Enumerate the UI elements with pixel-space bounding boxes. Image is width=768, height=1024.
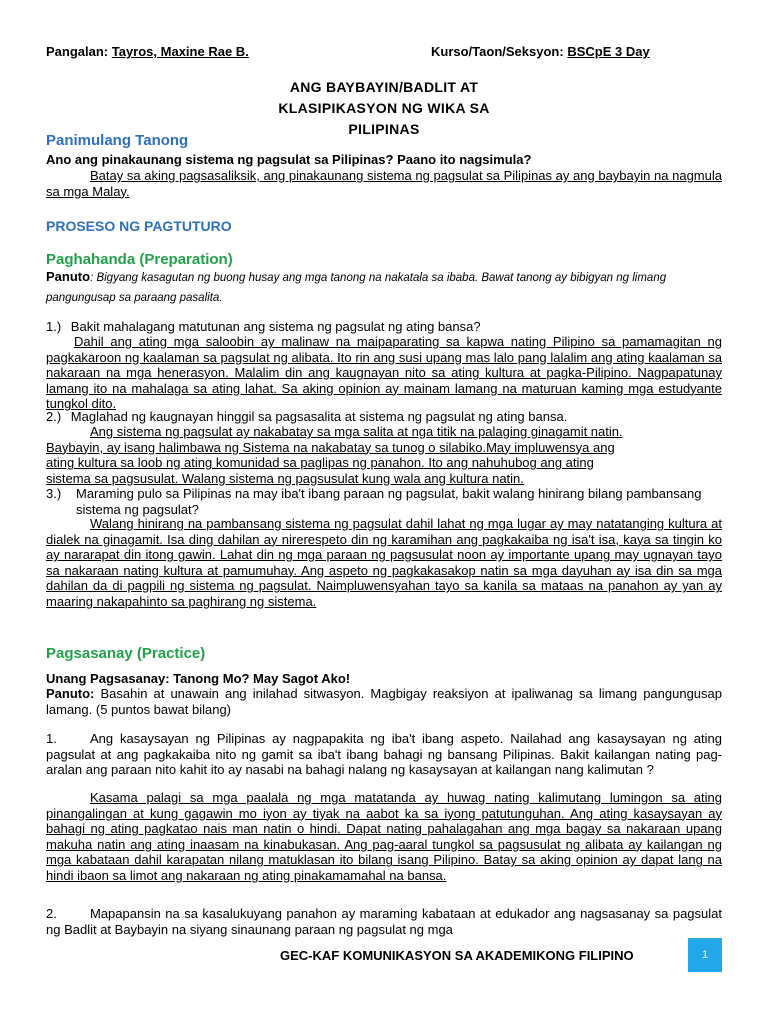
prep-q-text-2: Maglahad ng kaugnayan hinggil sa pagsasalita at sistema ng pagsulat ng ating bansa. bbox=[70, 409, 568, 424]
pagsasanay-panuto-text: Basahin at unawain ang inilahad sitwasyon. Magbigay reaksiyon at ipaliwanag sa limang pangungusap lamang. (5 puntos bawat bilang) bbox=[46, 686, 722, 717]
prep-q-text-3: Maraming pulo sa Pilipinas na may iba't ibang paraan ng pagsulat, bakit walang hinirang bilang pambansang sistema ng pagsulat? bbox=[76, 486, 702, 517]
practice-question-1 bbox=[46, 731, 722, 778]
practice-num-2: 2. bbox=[46, 906, 57, 921]
title-line-3: PILIPINAS bbox=[348, 121, 420, 137]
course-value: BSCpE 3 Day bbox=[567, 44, 650, 59]
prep-answer-2-line-3: ating kultura sa loob ng ating komunidad sa paglipas ng panahon. Ito ang nahuhubog ang ating bbox=[46, 455, 594, 471]
practice-answer-1: Kasama palagi sa mga paalala ng mga matatanda ay huwag nating kalimutang lumingon sa ating pinangalingan at kung gagawin mo iyon ay tiyak na aabot ka sa iyong patutunguhan. Ang ating kasaysayan ay bahagi ng ating pagkatao nais man natin o hindi. Dapat nating pahalagahan ang mga bagay sa nakaraan upang makuha natin ang ating inaasam na kinabukasan. Ang pag-aaral tungkol sa pagsusulat ng alibata ay kailangan ng mga kabataan dahil karapatan nilang matuklasan ito bilang isang Pilipino. Batay sa aking opinion ay dapat lang na hindi ibaon sa limot ang nakaraan ng ating pinakamamahal na bansa. bbox=[46, 790, 722, 883]
panimula-answer: Batay sa aking pagsasaliksik, ang pinakaunang sistema ng pagsulat sa Pilipinas ay ang baybayin na nagmula sa mga Malay. bbox=[46, 168, 722, 199]
prep-answer-2-line-1: Ang sistema ng pagsulat ay nakabatay sa mga salita at nga titik na palaging ginagamit natin. bbox=[90, 424, 623, 439]
proseso-heading: PROSESO NG PAGTUTURO bbox=[46, 218, 232, 234]
prep-question-1 bbox=[46, 319, 722, 335]
course-row bbox=[431, 44, 650, 59]
prep-answer-2-line-4: sistema sa pagsusulat. Walang sistema ng pagsusulat kung wala ang kultura natin. bbox=[46, 470, 524, 486]
prep-num-1: 1.) bbox=[46, 319, 62, 334]
prep-answer-1: Dahil ang ating mga saloobin ay malinaw na maipaparating sa kapwa nating Pilipino sa pamamagitan ng pagkakaroon ng kaalaman sa pagsulat ng alibata. Ito rin ang susi upang mas lalo pang lalalim ang ating kaalaman sa nakaraan na mga henerasyon. Malalim din ang kaugnayan nito sa ating kultura at pagka-Pilipino. Nagpapatunay lamang ito na mahalaga sa ating lahat. Sa aking opinion ay mainam lamang na maturuan kaming mga estudyante tungkol dito. bbox=[46, 334, 722, 412]
page-number: 1 bbox=[688, 938, 722, 972]
pagsasanay-panuto-label: Panuto: bbox=[46, 686, 95, 701]
paghahanda-panuto-label: Panuto bbox=[46, 269, 91, 284]
prep-num-2: 2.) bbox=[46, 409, 62, 424]
pagsasanay-panuto bbox=[46, 686, 722, 717]
practice-question-2 bbox=[46, 906, 722, 937]
paghahanda-panuto-text: : Bigyang kasagutan ng buong husay ang mga tanong na nakatala sa ibaba. Bawat tanong ay bibigyan ng limang pangungusap sa paraang pasalita. bbox=[46, 272, 667, 304]
document-title bbox=[0, 77, 768, 140]
paghahanda-panuto bbox=[46, 267, 686, 308]
name-value: Tayros, Maxine Rae B. bbox=[111, 44, 249, 59]
course-label: Kurso/Taon/Seksyon: bbox=[431, 44, 564, 59]
prep-answer-2-line-2: Baybayin, ay isang halimbawa ng Sistema na nakabatay sa tunog o silabiko.May impluwensya ang bbox=[46, 439, 615, 455]
pagsasanay-heading: Pagsasanay (Practice) bbox=[46, 645, 206, 662]
name-label: Pangalan: bbox=[46, 44, 109, 59]
practice-q-text-2: Mapapansin na sa kasalukuyang panahon ay maraming kabataan at edukador ang nagsasanay sa pagsulat ng Badlit at Baybayin na siyang sinaunang paraan ng pagsulat ng mga bbox=[46, 906, 722, 937]
pagsasanay-subheading: Unang Pagsasanay: Tanong Mo? May Sagot Ako! bbox=[46, 671, 351, 686]
panimula-heading: Panimulang Tanong bbox=[46, 132, 189, 149]
title-line-1: ANG BAYBAYIN/BADLIT AT bbox=[289, 79, 479, 95]
prep-q-text-1: Bakit mahalagang matutunan ang sistema ng pagsulat ng ating bansa? bbox=[70, 319, 481, 334]
prep-question-2 bbox=[46, 409, 722, 425]
prep-question-3 bbox=[46, 486, 722, 517]
panimula-question: Ano ang pinakaunang sistema ng pagsulat sa Pilipinas? Paano ito nagsimula? bbox=[46, 152, 532, 167]
name-row bbox=[46, 44, 249, 59]
footer-course: GEC-KAF KOMUNIKASYON SA AKADEMIKONG FILIPINO bbox=[280, 948, 634, 963]
paghahanda-heading: Paghahanda (Preparation) bbox=[46, 251, 233, 268]
prep-num-3: 3.) bbox=[46, 486, 62, 501]
title-line-2: KLASIPIKASYON NG WIKA SA bbox=[278, 100, 490, 116]
practice-num-1: 1. bbox=[46, 731, 57, 746]
prep-answer-3: Walang hinirang na pambansang sistema ng pagsulat dahil lahat ng mga lugar ay may natatanging kultura at dialek na ginagamit. Isa ding dahilan ay nirerespeto din ng karamihan ang pagkakaiba ng isa't isa, kaya sa tingin ko ay nararapat din itong gawin. Lahat din ng mga paraan ng pagsusulat noon ay importante upang may ugnayan tayo sa nakaraan nating kultura at pamumuhay. Ang aspeto ng pagkakasakop natin sa mga dayuhan ay isa din sa mga dahilan da di pagpili ng sistema ng pagsulat. Naimpluwensyahan tayo sa kanila sa mataas na panahon ay yan ay maaring nakapahinto sa paghirang ng sistema. bbox=[46, 516, 722, 609]
prep-answer-2 bbox=[46, 424, 722, 486]
practice-q-text-1: Ang kasaysayan ng Pilipinas ay nagpapakita ng iba't ibang aspeto. Nailahad ang kasaysayan ng ating pagsulat at ang pagkakaiba nito ng gamit sa iba't ibang bahagi ng bansang Pilipinas. Bakit kailangan nating pag-aralan ang paraan nito kahit ito ay nasabi na bahagi nalang ng kasaysayan at kailangan nang kalimutan ? bbox=[46, 731, 722, 778]
